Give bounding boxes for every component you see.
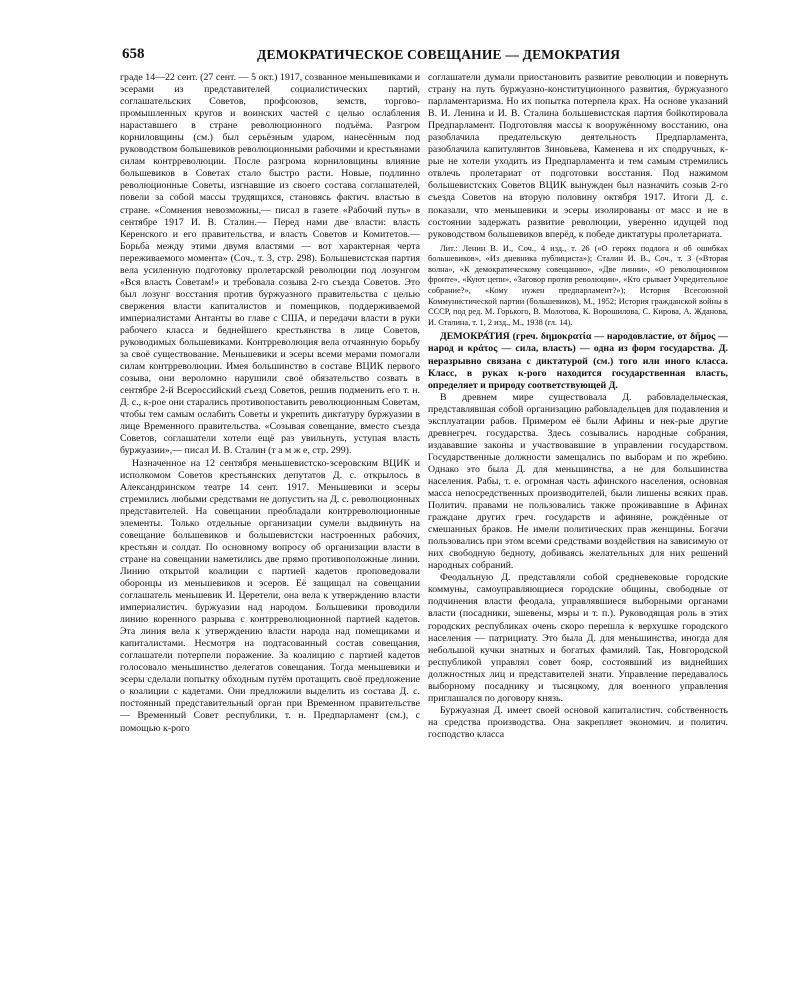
right-column — [428, 72, 728, 741]
page-number: 658 — [122, 46, 145, 62]
paragraph: соглашатели думали приостановить развитие революции и повернуть страну на путь буржуазно-конституционного развития, буржуазного парламентаризма. Но их попытка потерпела крах. На основе указаний В. И. Ленина и И. В. Сталина большевистская партия бойкотировала Предпарламент. Подготовляя массы к вооружённому восстанию, она разоблачила предательскую деятельность Предпарламента, разоблачила капитулянтов Зиновьева, Каменева и их сподручных, к-рые не хотели уходить из Предпарламента и тем самым стремились отвлечь пролетариат от подготовки восстания. Под нажимом большевистских Советов ВЦИК вынужден был назначить созыв 2-го съезда Советов на вторую половину октября 1917. Итоги Д. с. показали, что меньшевики и эсеры изолированы от масс и не в состоянии задержать развитие революции, уверенно идущей под руководством большевиков вперёд, к победе диктатуры пролетариата. — [428, 72, 728, 240]
article-heading-paragraph: ДЕМОКРА́ТИЯ (греч. δημοκρατία — народовластие, от δῆμος — народ и κράτος — сила, власть) — одна из форм государства. Д. неразрывно связана с диктатурой (см.) того или иного класса. Класс, в руках к-рого находится государственная власть, определяет и природу соответствующей Д. — [428, 331, 728, 391]
paragraph: граде 14—22 сент. (27 сент. — 5 окт.) 1917, созванное меньшевиками и эсерами из представителей социалистических партий, соглашательских Советов, профсоюзов, земств, торгово-промышленных кругов и воинских частей с целью ослабления нараставшего в стране революционного подъёма. Разгром корниловщины (см.) был серьёзным ударом, нанесённым под руководством большевиков революционными рабочими и крестьянами силам контрреволюции. После разгрома корниловщины влияние большевиков в Советах стало быстро расти. Новые, подлинно революционные Советы, изгнавшие из своего состава соглашателей, повели за собой массы трудящихся, становясь фактич. властью в стране. «Сомнения невозможны,— писал в газете «Рабочий путь» в сентябре 1917 И. В. Сталин.— Перед нами две власти: власть Керенского и его правительства, и власть Советов и Комитетов.— Борьба между этими двумя властями — вот характерная черта переживаемого момента» (Соч., т. 3, стр. 298). Большевистская партия вела усиленную подготовку пролетарской революции под лозунгом «Вся власть Советам!» и требовала созыва 2-го съезда Советов. Это был лозунг восстания против буржуазного правительства с целью свержения власти капиталистов и помещиков, поддерживаемой империалистами Антанты во главе с США, и передачи власти в руки рабочего класса и беднейшего крестьянства в лице Советов, руководимых большевиками. Контрреволюция вела отчаянную борьбу за своё существование. Меньшевики и эсеры всеми мерами помогали силам контрреволюции. Имея большинство в составе ВЦИК первого созыва, они вероломно нарушили своё обязательство созвать в сентябре 2-й Всероссийский съезд Советов, решив подменить его т. н. Д. с., к-рое они старались противопоставить революционным Советам, чтобы тем самым ослабить Советы и укрепить диктатуру буржуазии в лице Временного правительства. «Созывая совещание, вместо съезда Советов, соглашатели хотели ещё раз увильнуть, уступая власть буржуазии»,— писал И. В. Сталин (т а м ж е, стр. 299). — [120, 72, 420, 457]
paragraph: Назначенное на 12 сентября меньшевистско-эсеровским ВЦИК и исполкомом Советов крестьянских депутатов Д. с. открылось в Александринском театре 14 сент. 1917. Меньшевики и эсеры стремились любыми средствами не допустить на Д. с. революционных представителей. На совещании преобладали контрреволюционные элементы. Только отдельные организации сумели выдвинуть на совещание большевиков и большевистски настроенных рабочих, крестьян и солдат. По основному вопросу об организации власти в стране на совещании наметились две прямо противоположные линии. Линию открытой коалиции с партией кадетов проповедовали оборонцы из меньшевиков и эсеров. Её защищал на совещании соглашатель меньшевик И. Церетели, она вела к утверждению власти империалистич. буржуазии над народом. Большевики проводили линию коренного разрыва с контрреволюционной партией кадетов. Эта линия вела к утверждению власти народа над помещиками и капиталистами. Несмотря на подтасованный состав совещания, соглашатели потерпели поражение. За коалицию с партией кадетов голосовало меньшинство делегатов совещания. Тогда меньшевики и эсеры сделали попытку обходным путём протащить своё предложение о коалиции с кадетами. Они предложили выделить из состава Д. с. постоянный представительный орган при Временном правительстве — Временный Совет республики, т. н. Предпарламент (см.), с помощью к-рого — [120, 457, 420, 734]
page-header — [122, 46, 730, 66]
paragraph: В древнем мире существовала Д. рабовладельческая, представлявшая собой организацию рабовладельцев для подавления и эксплуатации рабов. Примером её были Афины и нек-рые другие древнегреч. государства. Здесь созывались народные собрания, издававшие законы и участвовавшие в управлении государством. Государственные должности замещались по выборам и по жребию. Однако это была Д. для меньшинства, а не для большинства населения. Рабы, т. е. огромная часть афинского населения, основная масса непосредственных производителей, были лишены всяких прав. Политич. правами не пользовались также проживавшие в Афинах граждане других греч. государств и афиняне, рождённые от смешанных браков. Не имели политических прав женщины. Богачи пользовались при этом всеми средствами воздействия на зависимую от них свободную бедноту, добиваясь желательных для них решений народных собраний. — [428, 391, 728, 572]
literature-note: Лит.: Ленин В. И., Соч., 4 изд., т. 26 («О героях подлога и об ошибках большевиков», «Из дневника публициста»); Сталин И. В., Соч., т. 3 («Вторая волна», «К демократическому совещанию», «Две линии», «О революционном фронте», «Куют цепи», «Заговор против революции», «Кто срывает Учредительное собрание?», «Кому нужен предпарламент?»); История Всесоюзной Коммунистической партии (большевиков), М., 1952; История гражданской войны в СССР, под ред. М. Горького, В. Молотова, К. Ворошилова, С. Кирова, А. Жданова, И. Сталина, т. 1, 2 изд., М., 1938 (гл. 14). — [428, 243, 728, 327]
paragraph: Буржуазная Д. имеет своей основой капиталистич. собственность на средства производства. Она закрепляет экономич. и политич. господство класса — [428, 704, 728, 740]
running-head: ДЕМОКРАТИЧЕСКОЕ СОВЕЩАНИЕ — ДЕМОКРАТИЯ — [257, 47, 621, 62]
paragraph: Феодальную Д. представляли собой средневековые городские коммуны, самоуправляющиеся городские общины, свободные от подчинения власти феодала, управлявшиеся выборными органами власти (посадники, эшевены, мэры и т. п.). Руководящая роль в этих городских республиках очень скоро перешла к верхушке городского населения — патрициату. Это была Д. для меньшинства, иногда для небольшой кучки знатных и богатых фамилий. Так, Новгородской республикой управлял совет бояр, состоявший из виднейших должностных лиц и представителей знати. Управление передавалось выборному посаднику и тысяцкому, для военного управления приглашался по договору князь. — [428, 572, 728, 704]
left-column — [120, 72, 420, 735]
